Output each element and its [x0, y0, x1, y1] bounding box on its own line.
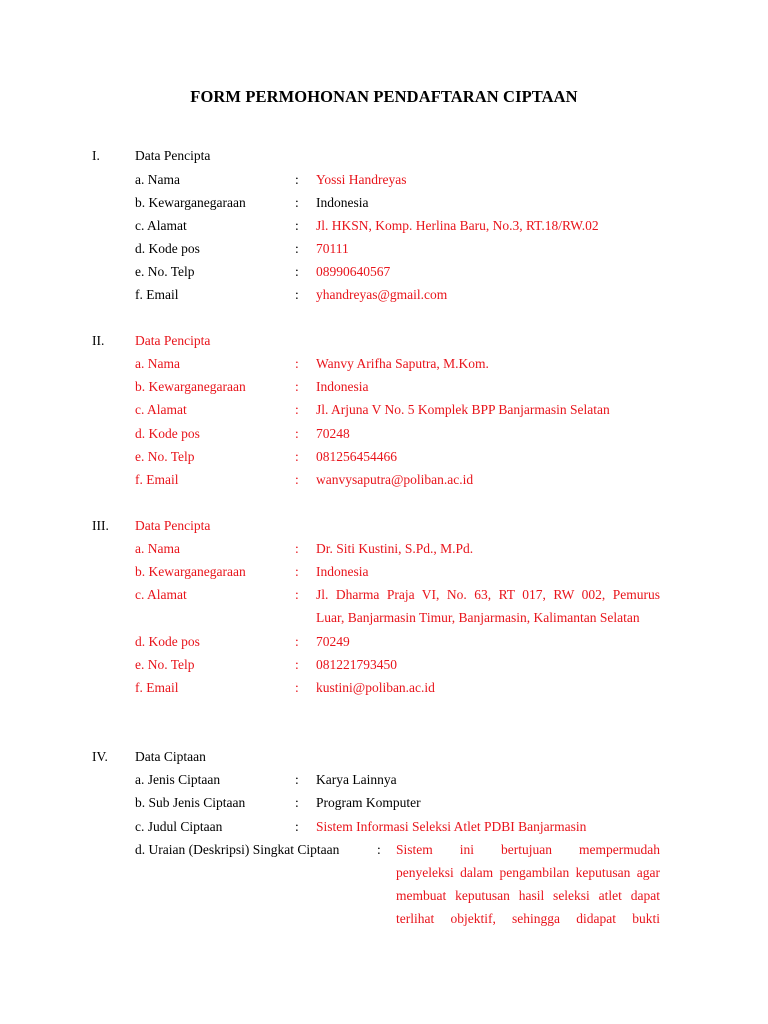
section-number: I. — [92, 148, 100, 163]
field-label: c. Alamat — [135, 587, 187, 602]
section-title: Data Ciptaan — [135, 749, 206, 764]
field-label: a. Nama — [135, 172, 180, 187]
field-label: a. Nama — [135, 541, 180, 556]
field-label: f. Email — [135, 680, 179, 695]
field-row — [0, 632, 768, 652]
field-separator: : — [295, 564, 299, 579]
field-row — [0, 539, 768, 559]
field-value: wanvysaputra@poliban.ac.id — [316, 472, 474, 487]
field-row — [0, 447, 768, 467]
field-separator: : — [295, 657, 299, 672]
description-line-1: Sistem ini bertujuan mempermudah — [396, 842, 660, 857]
field-label: f. Email — [135, 472, 179, 487]
field-row — [0, 793, 768, 813]
field-separator: : — [295, 426, 299, 441]
field-value: Indonesia — [316, 379, 369, 394]
field-value: kustini@poliban.ac.id — [316, 680, 435, 695]
field-label: b. Sub Jenis Ciptaan — [135, 795, 246, 810]
field-separator: : — [295, 172, 299, 187]
field-value: Jl. HKSN, Komp. Herlina Baru, No.3, RT.18/RW.02 — [316, 218, 599, 233]
field-value: yhandreyas@gmail.com — [316, 287, 448, 302]
field-value: 081221793450 — [316, 657, 397, 672]
field-label: e. No. Telp — [135, 449, 195, 464]
description-line-4: terlihat objektif, sehingga didapat bukti — [396, 911, 660, 926]
field-label: b. Kewarganegaraan — [135, 564, 246, 579]
field-value: Indonesia — [316, 195, 369, 210]
field-value: 08990640567 — [316, 264, 391, 279]
section-title: Data Pencipta — [135, 148, 211, 163]
section-heading-4 — [0, 747, 768, 767]
field-separator: : — [295, 680, 299, 695]
field-label: a. Nama — [135, 356, 180, 371]
field-row — [0, 239, 768, 259]
field-row — [0, 354, 768, 374]
field-row — [0, 424, 768, 444]
description-line-2: penyeleksi dalam pengambilan keputusan agar — [396, 865, 660, 880]
field-value: 70111 — [316, 241, 349, 256]
section-title: Data Pencipta — [135, 333, 211, 348]
field-row — [0, 400, 768, 420]
field-separator: : — [295, 195, 299, 210]
field-value: Jl. Arjuna V No. 5 Komplek BPP Banjarmasin Selatan — [316, 402, 610, 417]
address-line-1: Jl. Dharma Praja VI, No. 63, RT 017, RW 002, Pemurus — [316, 587, 660, 602]
section-title: Data Pencipta — [135, 518, 211, 533]
field-row — [0, 262, 768, 282]
field-value: 081256454466 — [316, 449, 397, 464]
field-row — [0, 678, 768, 698]
field-row — [0, 817, 768, 837]
field-value: 70248 — [316, 426, 350, 441]
field-separator: : — [295, 379, 299, 394]
section-heading-1 — [0, 146, 768, 166]
field-row — [0, 170, 768, 190]
field-label: d. Kode pos — [135, 426, 200, 441]
field-separator: : — [295, 541, 299, 556]
field-separator: : — [295, 287, 299, 302]
address-line-2: Luar, Banjarmasin Timur, Banjarmasin, Kalimantan Selatan — [316, 610, 640, 625]
field-value: Program Komputer — [316, 795, 421, 810]
field-separator: : — [295, 587, 299, 602]
field-row — [0, 562, 768, 582]
field-value: Dr. Siti Kustini, S.Pd., M.Pd. — [316, 541, 474, 556]
section-number: III. — [92, 518, 109, 533]
field-separator: : — [295, 634, 299, 649]
field-separator: : — [295, 772, 299, 787]
field-label: d. Kode pos — [135, 634, 200, 649]
section-number: II. — [92, 333, 105, 348]
field-value: Sistem Informasi Seleksi Atlet PDBI Banjarmasin — [316, 819, 587, 834]
field-row — [0, 655, 768, 675]
field-label: e. No. Telp — [135, 264, 195, 279]
field-separator: : — [295, 241, 299, 256]
field-row — [0, 285, 768, 305]
description-line-3: membuat keputusan hasil seleksi atlet dapat — [396, 888, 660, 903]
field-label: e. No. Telp — [135, 657, 195, 672]
field-row — [0, 193, 768, 213]
field-label: d. Uraian (Deskripsi) Singkat Ciptaan — [135, 842, 340, 857]
field-separator: : — [295, 356, 299, 371]
field-label: b. Kewarganegaraan — [135, 379, 246, 394]
field-separator: : — [295, 819, 299, 834]
section-number: IV. — [92, 749, 108, 764]
section-heading-2 — [0, 331, 768, 351]
field-row — [0, 470, 768, 490]
field-row — [0, 770, 768, 790]
field-value: Karya Lainnya — [316, 772, 397, 787]
field-label: c. Judul Ciptaan — [135, 819, 223, 834]
section-heading-3 — [0, 516, 768, 536]
field-row — [0, 216, 768, 236]
field-label: d. Kode pos — [135, 241, 200, 256]
field-separator: : — [377, 842, 381, 857]
field-value: Yossi Handreyas — [316, 172, 407, 187]
field-label: a. Jenis Ciptaan — [135, 772, 221, 787]
field-separator: : — [295, 402, 299, 417]
field-separator: : — [295, 795, 299, 810]
field-label: c. Alamat — [135, 218, 187, 233]
field-separator: : — [295, 264, 299, 279]
field-separator: : — [295, 218, 299, 233]
field-label: f. Email — [135, 287, 179, 302]
field-value: 70249 — [316, 634, 350, 649]
field-label: b. Kewarganegaraan — [135, 195, 246, 210]
form-title: FORM PERMOHONAN PENDAFTARAN CIPTAAN — [190, 87, 578, 106]
field-value: Indonesia — [316, 564, 369, 579]
field-separator: : — [295, 449, 299, 464]
field-row — [0, 377, 768, 397]
field-label: c. Alamat — [135, 402, 187, 417]
field-separator: : — [295, 472, 299, 487]
field-value: Wanvy Arifha Saputra, M.Kom. — [316, 356, 489, 371]
